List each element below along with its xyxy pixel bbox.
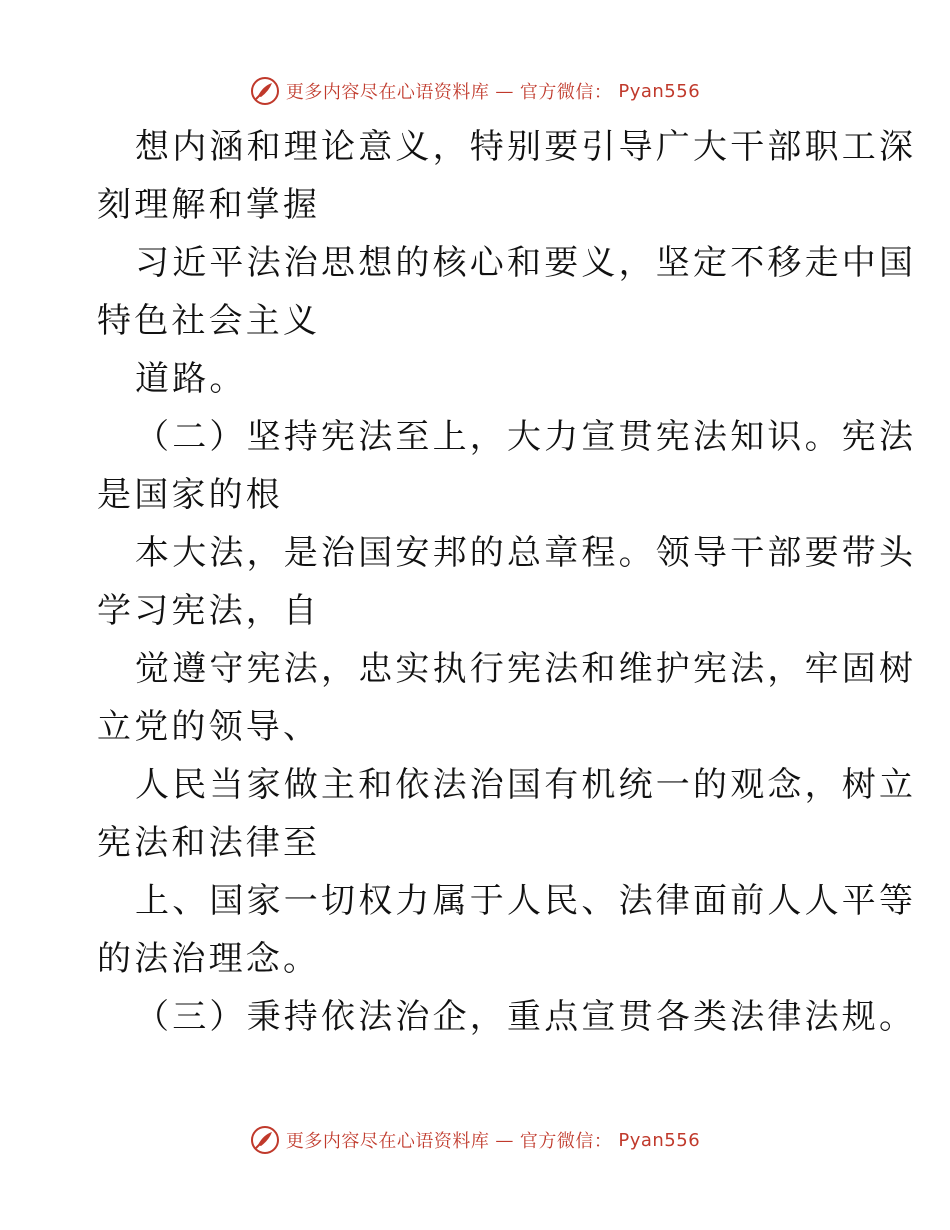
watermark-banner [250, 1125, 700, 1155]
text-line: （二）坚持宪法至上，大力宣贯宪法知识。宪法 [135, 417, 917, 457]
watermark-dash: — [495, 80, 514, 102]
watermark-wechat-id: Pyan556 [618, 80, 701, 102]
text-line: 上、国家一切权力属于人民、法律面前人人平等 [135, 881, 917, 921]
text-line: 想内涵和理论意义，特别要引导广大干部职工深 [135, 127, 917, 167]
text-line: 本大法，是治国安邦的总章程。领导干部要带头 [135, 533, 917, 573]
watermark-wechat-id: Pyan556 [618, 1129, 701, 1151]
ink-quill-logo-icon [250, 1125, 280, 1155]
watermark-sub-text: 官方微信： [519, 1131, 613, 1152]
text-line: 道路。 [135, 359, 247, 399]
watermark-main-text: 更多内容尽在心语资料库 [285, 1131, 490, 1152]
text-line: 的法治理念。 [97, 939, 321, 979]
text-line: 立党的领导、 [97, 707, 321, 747]
footer-watermark [0, 1120, 950, 1160]
ink-quill-logo-icon [250, 76, 280, 106]
watermark-banner [250, 76, 700, 106]
text-line: 习近平法治思想的核心和要义，坚定不移走中国 [135, 243, 917, 283]
watermark-dash: — [495, 1129, 514, 1151]
document-body [97, 118, 917, 1046]
watermark-main-text: 更多内容尽在心语资料库 [285, 82, 490, 103]
text-line: 学习宪法，自 [97, 591, 321, 631]
text-line: 是国家的根 [97, 475, 283, 515]
watermark-sub-text: 官方微信： [519, 82, 613, 103]
text-line: 人民当家做主和依法治国有机统一的观念，树立 [135, 765, 917, 805]
text-line: （三）秉持依法治企，重点宣贯各类法律法规。 [135, 997, 917, 1037]
text-line: 觉遵守宪法，忠实执行宪法和维护宪法，牢固树 [135, 649, 917, 689]
text-line: 刻理解和掌握 [97, 185, 321, 225]
text-line: 特色社会主义 [97, 301, 321, 341]
text-line: 宪法和法律至 [97, 823, 321, 863]
header-watermark [0, 71, 950, 111]
